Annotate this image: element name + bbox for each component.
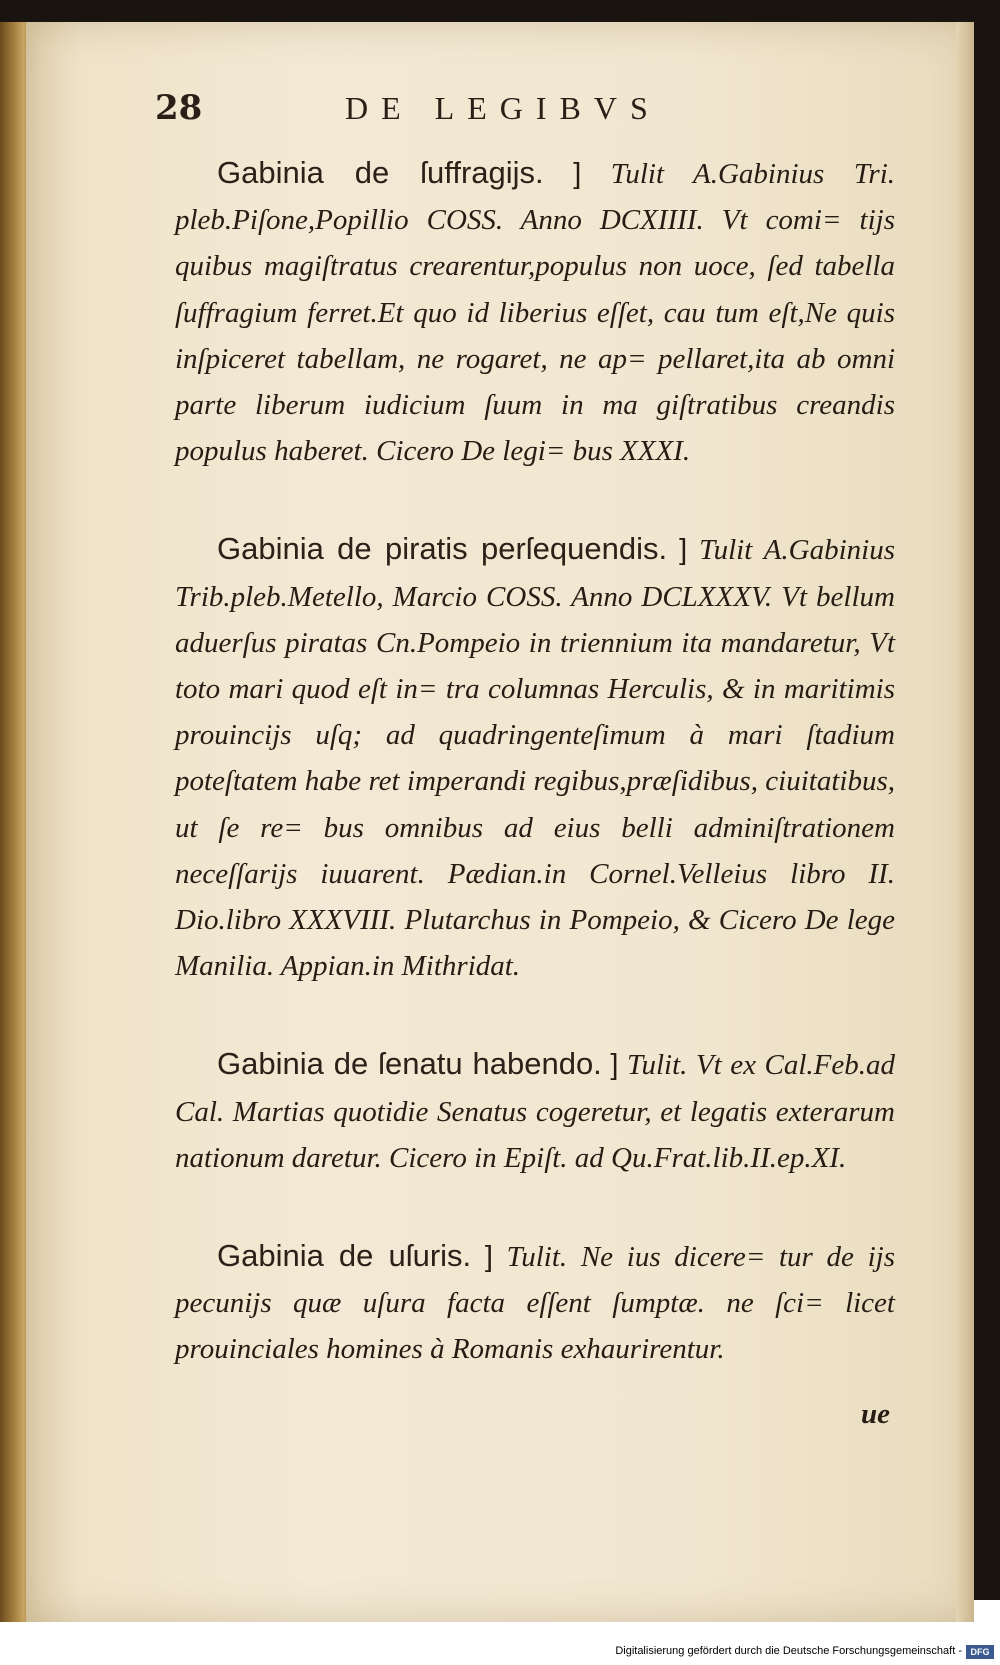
running-head: DE LEGIBVS bbox=[345, 90, 661, 126]
law-entry bbox=[175, 526, 895, 989]
entry-title: Gabinia de ſenatu habendo. bbox=[217, 1046, 602, 1082]
entry-text: Tulit A.Gabinius Tri. pleb.Piſone,Popillio COSS. Anno DCXIIII. Vt comi= tijs quibus magiſtratus crearentur,populus non uoce, ſed tabella ſuffragium ferret.Et quo id liberius eſſet, cau tum eſt,Ne quis inſpiceret tabellam, ne rogaret, ne ap= pellaret,ita ab omni parte liberum iudicium ſuum in ma giſtratibus creandis populus haberet. Cicero De legi= bus XXXI. bbox=[175, 158, 895, 468]
entry-text: Tulit. Ne ius dicere= tur de ijs pecunijs quæ uſura facta eſſent ſumptæ. ne ſci= licet prouinciales homines à Romanis exhaurirentur. bbox=[175, 1241, 896, 1366]
footer-credit: Digitalisierung gefördert durch die Deutsche Forschungsgemeinschaft - bbox=[615, 1645, 962, 1657]
entry-bracket: ] bbox=[679, 534, 688, 567]
entry-bracket: ] bbox=[610, 1049, 619, 1082]
law-entry bbox=[175, 150, 895, 474]
entry-bracket: ] bbox=[484, 1241, 493, 1274]
dfg-logo: DFG bbox=[966, 1645, 994, 1659]
page-body bbox=[175, 150, 895, 1373]
entry-text: Tulit. Vt ex Cal.Feb.ad Cal. Martias quotidie Senatus cogeretur, et legatis exterarum nationum daretur. Cicero in Epiſt. ad Qu.Frat.lib.II.ep.XI. bbox=[175, 1049, 896, 1174]
page-number: 28 bbox=[155, 88, 203, 128]
law-entry bbox=[175, 1041, 895, 1181]
entry-title: Gabinia de piratis perſequendis. bbox=[217, 531, 668, 567]
entry-bracket: ] bbox=[573, 158, 582, 190]
footer-band bbox=[0, 1622, 1000, 1665]
page-header bbox=[155, 88, 855, 138]
entry-title: Gabinia de uſuris. bbox=[217, 1238, 472, 1274]
law-entry bbox=[175, 1233, 895, 1373]
catchword: ue bbox=[861, 1398, 890, 1430]
entry-text: Tulit A.Gabinius Trib.pleb.Metello, Marcio COSS. Anno DCLXXXV. Vt bellum aduerſus piratas Cn.Pompeio in triennium ita mandaretur, Vt toto mari quod eſt in= tra columnas Herculis, & in maritimis prouincijs uſq; ad quadringenteſimum à mari ſtadium poteſtatem habe ret imperandi regibus,præſidibus, ciuitatibus, ut ſe re= bus omnibus ad eius belli adminiſtrationem neceſſarijs iuuarent. Pædian.in Cornel.Velleius libro II. Dio.libro XXXVIII. Plutarchus in Pompeio, & Cicero De lege Manilia. Appian.in Mithridat. bbox=[175, 534, 896, 983]
entry-title: Gabinia de ſuffragijs. bbox=[217, 155, 544, 190]
page-edge bbox=[956, 22, 974, 1622]
